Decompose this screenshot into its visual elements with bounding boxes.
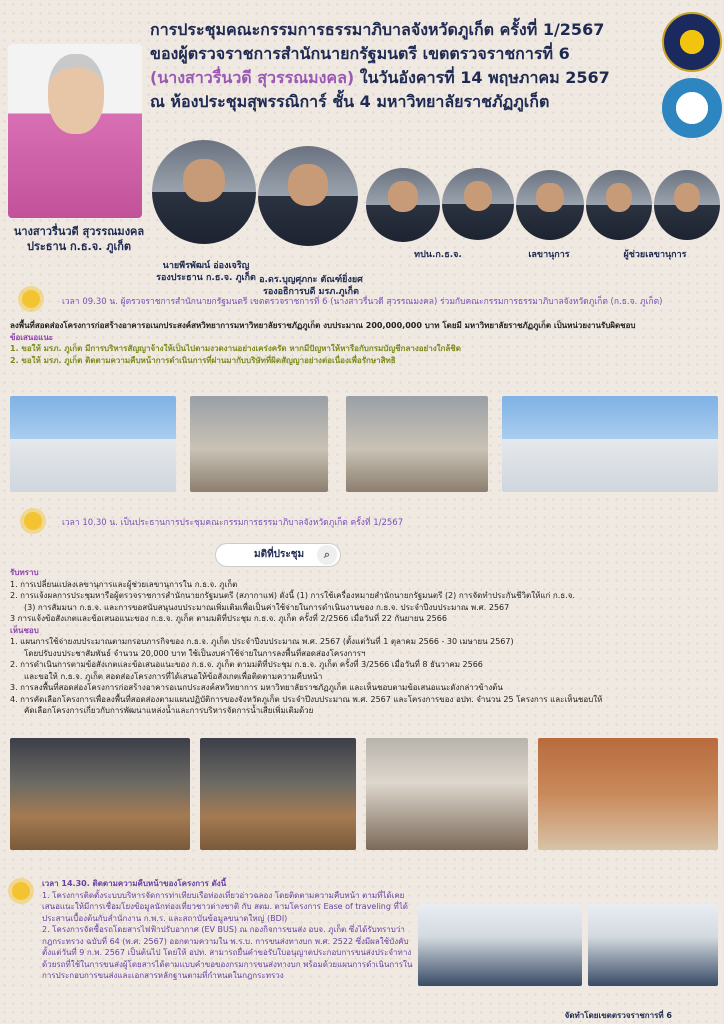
ack-item-3: 3 การแจ้งข้อสังเกตและข้อเสนอแนะของ ก.ธ.จ. ภูเก็ต ตามมติที่ประชุม ก.ธ.จ. ภูเก็ต ครั้งที่ 2/2566 เมื่อวันที่ 22 กันยายน 2566 bbox=[10, 614, 447, 623]
agree-item-3: 3. การลงพื้นที่สอดส่องโครงการก่อสร้างอาคารอเนกประสงค์สหวิทยาการ มหาวิทยาลัยราชภัฏภูเก็ต และเห็นชอบตามข้อเสนอแนะดังกล่าวข้างต้น bbox=[10, 683, 503, 692]
section2-heading: เวลา 10.30 น. เป็นประธานการประชุมคณะกรรมการธรรมาภิบาลจังหวัดภูเก็ต ครั้งที่ 1/2567 bbox=[62, 518, 404, 528]
photo-followup-2 bbox=[588, 904, 718, 986]
section3-item-1: 1. โครงการติดตั้งระบบบริหารจัดการท่าเทียบเรือท่องเที่ยวอ่าวฉลอง โดยติดตามความคืบหน้า ตามที่ได้เคยเสนอแนะให้มีการเชื่อมโยงข้อมูลนักท่องเที่ยวชาวต่างชาติ กับ สตม. ตามโครงการ Ease of traveling ที่ได้ประสานเบื้องต้นกับสำนักงาน ก.พ.ร. และสถาบันข้อมูลขนาดใหญ่ (BDI) bbox=[42, 890, 408, 923]
photo-site-visit-2 bbox=[346, 396, 488, 492]
member-caption-assistant: ผู้ช่วยเลขานุการ bbox=[623, 250, 687, 260]
photo-group-portrait bbox=[538, 738, 718, 850]
title-line-2: ของผู้ตรวจราชการสำนักนายกรัฐมนตรี เขตตรวจราชการที่ 6 bbox=[150, 44, 570, 63]
member-caption-vice-chair bbox=[150, 260, 262, 284]
sun-bullet-icon bbox=[24, 512, 42, 530]
member-name: นายพีรพัฒน์ อ่องเจริญ bbox=[162, 261, 250, 271]
suggestion-1: 1. ขอให้ มรภ. ภูเก็ต มีการบริหารสัญญาจ้างให้เป็นไปตามงวดงานอย่างเคร่งครัด หากมีปัญหาให้หารือกับกรมบัญชีกลางอย่างใกล้ชิด bbox=[10, 344, 461, 353]
photo-building bbox=[10, 396, 176, 492]
ack-item-1: 1. การเปลี่ยนแปลงเลขานุการและผู้ช่วยเลขานุการใน ก.ธ.จ. ภูเก็ต bbox=[10, 579, 238, 589]
photo-meeting-3 bbox=[366, 738, 528, 850]
section1-paragraph: ลงพื้นที่สอดส่องโครงการก่อสร้างอาคารอเนกประสงค์สหวิทยาการมหาวิทยาลัยราชภัฏภูเก็ต งบประมาณ 200,000,000 บาท โดยมี มหาวิทยาลัยราชภัฏภูเก็ต เป็นหน่วยงานรับผิดชอบ bbox=[10, 321, 636, 330]
title-line-3 bbox=[150, 66, 650, 90]
photo-followup-1 bbox=[418, 904, 582, 986]
member-photo-vice-chair bbox=[152, 140, 256, 244]
chair-portrait bbox=[8, 44, 142, 218]
member-photo-secretary bbox=[516, 170, 584, 240]
member-photo-assistant-secretary bbox=[586, 170, 652, 240]
member-photo-vice-rector bbox=[258, 146, 358, 246]
section3-body bbox=[42, 878, 414, 982]
ack-item-2: 2. การแจ้งผลการประชุมหารือผู้ตรวจราชการสำนักนายกรัฐมนตรี (สภากาแฟ) ดังนี้ (1) การใช้เครื่องหมายสำนักนายกรัฐมนตรี (2) การจัดทำประกันชีวิตให้แก่ ก.ธ.จ. bbox=[10, 591, 575, 600]
title-line-1: การประชุมคณะกรรมการธรรมาภิบาลจังหวัดภูเก็ต ครั้งที่ 1/2567 bbox=[150, 20, 605, 39]
member-photo-advisor bbox=[366, 168, 440, 242]
member-caption-secretary: เลขานุการ bbox=[528, 250, 570, 260]
section1-body bbox=[10, 320, 718, 366]
sun-bullet-icon bbox=[12, 882, 30, 900]
page-title bbox=[150, 18, 650, 114]
photo-meeting-1 bbox=[10, 738, 190, 850]
photo-meeting-2 bbox=[200, 738, 356, 850]
agenda-label: มติที่ประชุม bbox=[254, 549, 305, 560]
member-caption-advisor: ทปน.ก.ธ.จ. bbox=[414, 250, 462, 260]
section3-item-2: 2. โครงการจัดซื้อรถโดยสารไฟฟ้าปรับอากาศ (EV BUS) ณ กองกิจการขนส่ง อบจ. ภูเก็ต ซึ่งได้รับทราบว่า กฎกระทรวง ฉบับที่ 64 (พ.ศ. 2567) ออกตามความใน พ.ร.บ. การขนส่งทางบก พ.ศ. 2522 ซึ่งมีผลใช้บังคับ ตั้งแต่วันที่ 9 ก.พ. 2567 เป็นต้นไป โดยให้ อปท. สามารถยื่นคำขอรับใบอนุญาตประกอบการขนส่งประจำทางด้วยรถที่ใช้ในการขนส่งผู้โดยสารได้ตามแบบคำขอของกรมการขนส่งทางบก พร้อมด้วยแผนการดำเนินการในการประกอบการขนส่งและเอกสารหลักฐานตามที่กำหนดในกฎกระทรวง bbox=[42, 925, 413, 980]
agree-item-4: 4. การคัดเลือกโครงการเพื่อลงพื้นที่สอดส่องตามแผนปฏิบัติการของจังหวัดภูเก็ต ประจำปีงบประมาณ พ.ศ. 2567 และโครงการของ อปท. จำนวน 25 โครงการ และเห็นชอบให้ bbox=[10, 694, 603, 704]
agree-item-4b: คัดเลือกโครงการเกี่ยวกับการพัฒนาแหล่งน้ำและการบริหารจัดการน้ำเสียเพิ่มเติมด้วย bbox=[24, 706, 314, 715]
member-name: อ.ดร.บุญศุภกะ ตัณฑ์ยิ่งยศ bbox=[259, 275, 363, 285]
suggestion-label: ข้อเสนอแนะ bbox=[10, 332, 54, 342]
section1-heading: เวลา 09.30 น. ผู้ตรวจราชการสำนักนายกรัฐมนตรี เขตตรวจราชการที่ 6 (นางสาวรื่นวดี สุวรรณมงคล) ร่วมกับคณะกรรมการธรรมาภิบาลจังหวัดภูเก็ต (ก.ธ.จ. ภูเก็ต) bbox=[62, 297, 663, 307]
sun-bullet-icon bbox=[22, 290, 40, 308]
ack-item-2b: (3) การสัมมนา ก.ธ.จ. และการขอสนับสนุนงบประมาณเพิ่มเติมเพื่อเป็นค่าใช้จ่ายในการดำเนินงานของ ก.ธ.จ. ประจำปีงบประมาณ พ.ศ. 2567 bbox=[24, 602, 510, 612]
chair-name: นางสาวรื่นวดี สุวรรณมงคล bbox=[13, 225, 145, 238]
photo-site-visit-1 bbox=[190, 396, 328, 492]
member-photo-advisor-2 bbox=[442, 168, 514, 240]
member-role: รองประธาน ก.ธ.จ. ภูเก็ต bbox=[156, 273, 256, 283]
agree-item-1b: โดยปรับงบประชาสัมพันธ์ จำนวน 20,000 บาท ใช้เป็นงบค่าใช้จ่ายในการลงพื้นที่สอดส่องโครงการฯ bbox=[24, 648, 366, 658]
section3-heading: เวลา 14.30. ติดตามความคืบหน้าของโครงการ ดังนี้ bbox=[42, 879, 227, 888]
section2-body bbox=[10, 567, 718, 717]
agree-item-2: 2. การดำเนินการตามข้อสังเกตและข้อเสนอแนะของ ก.ธ.จ. ภูเก็ต ตามมติที่ประชุม ก.ธ.จ. ภูเก็ต ครั้งที่ 3/2566 เมื่อวันที่ 8 ธันวาคม 2566 bbox=[10, 660, 483, 669]
member-caption-vice-rector bbox=[252, 274, 370, 298]
photo-site-visit-3 bbox=[502, 396, 718, 492]
office-seal-logo bbox=[662, 78, 722, 138]
chair-caption bbox=[4, 224, 154, 254]
agenda-search-box[interactable] bbox=[215, 543, 341, 567]
approved-label: เห็นชอบ bbox=[10, 625, 39, 635]
suggestion-2: 2. ขอให้ มรภ. ภูเก็ต ติดตามความคืบหน้าการดำเนินการที่ผ่านมากับบริษัทที่ผิดสัญญาอย่างต่อเนื่องเพื่อรักษาสิทธิ bbox=[10, 355, 396, 365]
member-photo-assistant-secretary-2 bbox=[654, 170, 720, 240]
agree-item-1: 1. แผนการใช้จ่ายงบประมาณตามกรอบภารกิจของ ก.ธ.จ. ภูเก็ต ประจำปีงบประมาณ พ.ศ. 2567 (ตั้งแต่วันที่ 1 ตุลาคม 2566 - 30 เมษายน 2567) bbox=[10, 637, 514, 646]
footer-credit: จัดทำโดยเขตตรวจราชการที่ 6 bbox=[564, 1011, 672, 1020]
title-chair-name: (นางสาวรื่นวดี สุวรรณมงคล) bbox=[150, 68, 355, 87]
acknowledged-label: รับทราบ bbox=[10, 568, 39, 577]
member-role: รองอธิการบดี มรภ.ภูเก็ต bbox=[263, 287, 359, 297]
title-line-4: ณ ห้องประชุมสุพรรณิการ์ ชั้น 4 มหาวิทยาลัยราชภัฏภูเก็ต bbox=[150, 92, 550, 111]
province-seal-logo bbox=[662, 12, 722, 72]
search-icon: ⌕ bbox=[317, 545, 337, 565]
agree-item-2b: และขอให้ ก.ธ.จ. ภูเก็ต สอดส่องโครงการที่ได้เสนอให้ข้อสังเกตเพื่อติดตามความคืบหน้า bbox=[24, 671, 323, 681]
title-date: ในวันอังคารที่ 14 พฤษภาคม 2567 bbox=[354, 68, 610, 87]
chair-role: ประธาน ก.ธ.จ. ภูเก็ต bbox=[26, 240, 132, 253]
